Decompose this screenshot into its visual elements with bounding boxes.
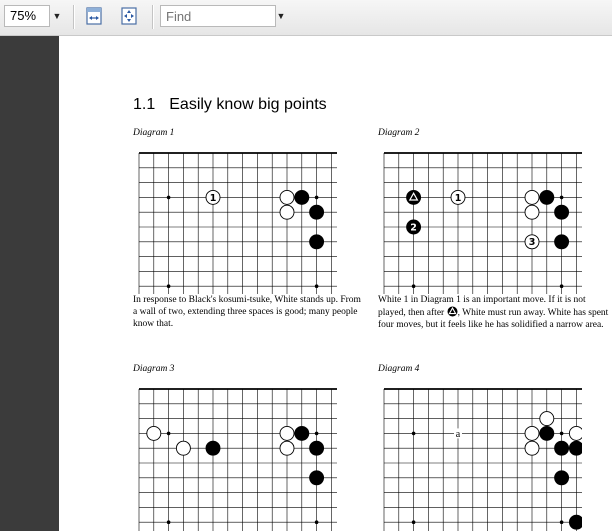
diagram-3-label: Diagram 3 — [133, 364, 175, 374]
stone-label: 1 — [209, 192, 217, 204]
section-heading — [133, 96, 327, 114]
black-stone — [407, 190, 421, 204]
black-triangle-stone-icon — [447, 306, 458, 317]
white-stone — [525, 205, 539, 219]
white-stone — [525, 441, 539, 455]
toolbar-separator — [152, 5, 154, 29]
black-stone — [569, 441, 582, 455]
star-point — [560, 284, 564, 288]
white-stone — [147, 426, 161, 440]
left-gutter — [0, 36, 59, 531]
white-stone — [525, 426, 539, 440]
star-point — [412, 520, 416, 524]
black-stone — [569, 515, 582, 529]
stone-label: 3 — [528, 237, 536, 249]
go-board-diagram-1 — [131, 144, 337, 294]
black-stone — [310, 205, 324, 219]
black-stone — [295, 426, 309, 440]
white-stone — [280, 190, 294, 204]
zoom-dropdown-icon[interactable]: ▼ — [52, 11, 62, 21]
star-point — [412, 432, 416, 436]
white-stone — [569, 426, 582, 440]
star-point — [560, 520, 564, 524]
caption-text-part-1: White 1 in Diagram 1 is an important move. If it is not played, then after — [378, 295, 586, 318]
white-stone — [525, 235, 539, 249]
black-stone — [555, 471, 569, 485]
toolbar-separator — [73, 5, 75, 29]
stone-label: 2 — [410, 222, 417, 234]
white-stone — [206, 190, 220, 204]
find-dropdown-icon[interactable]: ▼ — [276, 11, 286, 21]
diagram-2-caption — [378, 294, 610, 331]
white-stone — [280, 205, 294, 219]
white-stone — [176, 441, 190, 455]
white-stone — [540, 412, 554, 426]
black-stone — [295, 190, 309, 204]
go-board-diagram-3 — [131, 380, 337, 531]
star-point — [315, 520, 319, 524]
star-point — [167, 520, 171, 524]
caption-text-part-2: , White must run away. White has spent four moves, but it feels like he has solidified a narrow area. — [378, 308, 609, 330]
document-page[interactable] — [59, 36, 612, 531]
black-stone — [310, 471, 324, 485]
star-point — [167, 284, 171, 288]
star-point — [560, 432, 564, 436]
go-board-diagram-2 — [376, 144, 582, 294]
black-stone — [310, 235, 324, 249]
fit-page-icon[interactable] — [119, 6, 139, 26]
black-stone — [540, 426, 554, 440]
black-stone — [555, 205, 569, 219]
star-point — [167, 196, 171, 200]
diagram-1-label: Diagram 1 — [133, 128, 175, 138]
zoom-select[interactable]: 75% — [4, 5, 50, 27]
find-input[interactable] — [160, 5, 276, 27]
star-point — [167, 432, 171, 436]
black-stone — [555, 441, 569, 455]
star-point — [560, 196, 564, 200]
black-stone — [540, 190, 554, 204]
diagram-4-label: Diagram 4 — [378, 364, 420, 374]
board-mark-a: a — [455, 428, 461, 440]
black-stone — [310, 441, 324, 455]
toolbar — [0, 0, 612, 36]
star-point — [315, 432, 319, 436]
black-stone — [407, 220, 421, 234]
fit-width-icon[interactable] — [84, 6, 104, 26]
stone-label: 1 — [454, 192, 462, 204]
diagram-1-caption: In response to Black's kosumi-tsuke, White stands up. From a wall of two, extending three spaces is good; many people know that. — [133, 295, 361, 329]
star-point — [412, 284, 416, 288]
section-number: 1.1 — [133, 96, 156, 113]
diagram-2-label: Diagram 2 — [378, 128, 420, 138]
go-board-diagram-4 — [376, 380, 582, 531]
white-stone — [525, 190, 539, 204]
white-stone — [451, 190, 465, 204]
section-title: Easily know big points — [169, 96, 327, 113]
star-point — [315, 284, 319, 288]
black-stone — [555, 235, 569, 249]
black-stone — [206, 441, 220, 455]
white-stone — [280, 441, 294, 455]
white-stone — [280, 426, 294, 440]
star-point — [315, 196, 319, 200]
